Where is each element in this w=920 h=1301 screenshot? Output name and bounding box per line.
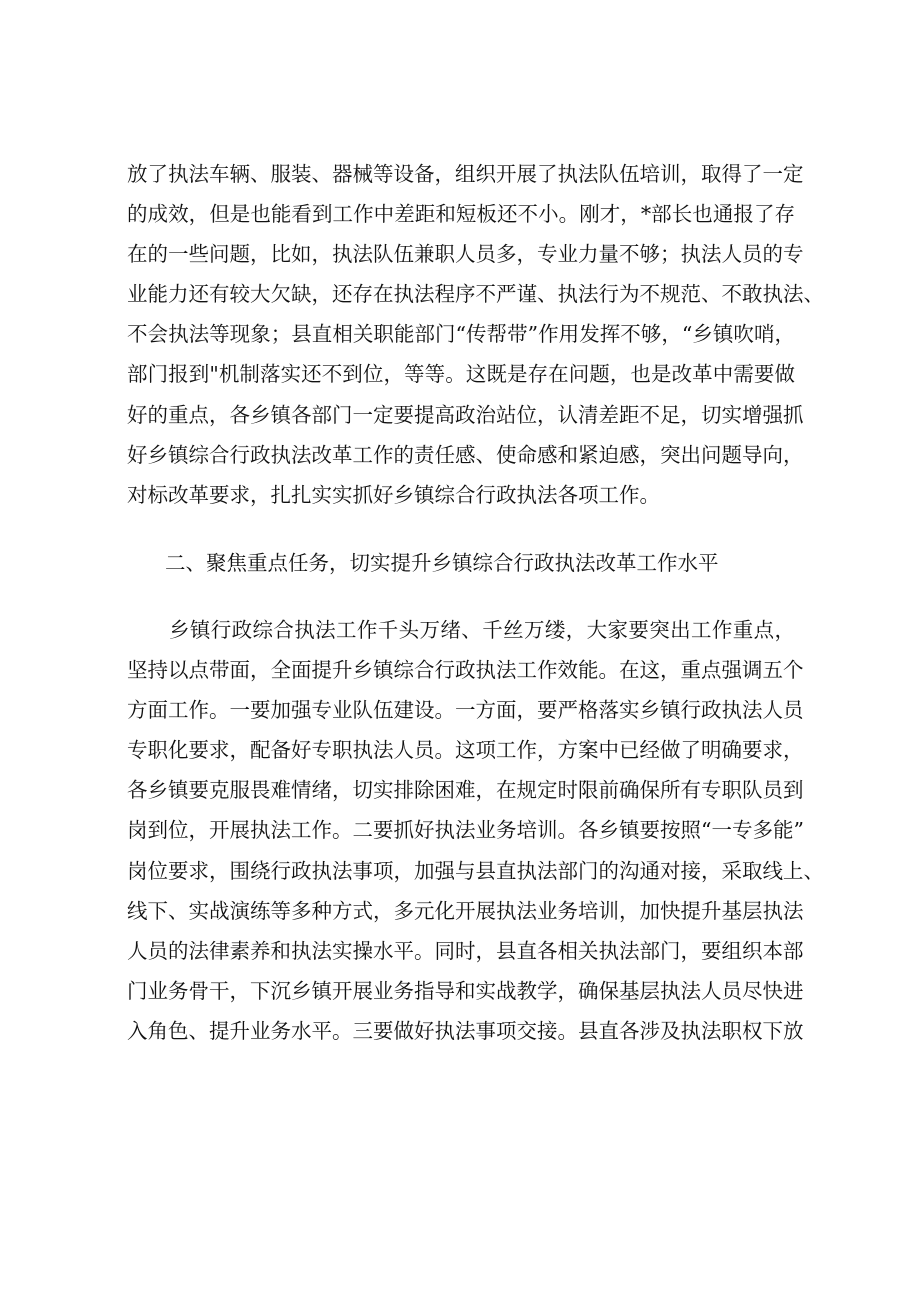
paragraph-spacing (127, 583, 795, 610)
paragraph-main (127, 610, 824, 1051)
text-line: 不会执法等现象；县直相关职能部门“传帮带”作用发挥不够，“乡镇吹哨， (127, 322, 795, 347)
text-line: 部门报到"机制落实还不到位，等等。这既是存在问题，也是改革中需要做 (127, 362, 795, 387)
text-line: 业能力还有较大欠缺，还存在执法程序不严谨、执法行为不规范、不敢执法、 (127, 282, 824, 307)
text-line: 方面工作。一要加强专业队伍建设。一方面，要严格落实乡镇行政执法人员 (127, 698, 804, 723)
text-line: 放了执法车辆、服装、器械等设备，组织开展了执法队伍培训，取得了一定 (127, 162, 804, 186)
text-line: 专职化要求，配备好专职执法人员。这项工作，方案中已经做了明确要求， (127, 738, 804, 763)
text-line: 入角色、提升业务水平。三要做好执法事项交接。县直各涉及执法职权下放 (127, 1018, 804, 1043)
paragraph-spacing (127, 515, 795, 543)
text-line: 各乡镇要克服畏难情绪，切实排除困难，在规定时限前确保所有专职队员到 (127, 778, 804, 803)
text-line: 的成效，但是也能看到工作中差距和短板还不小。刚才，*部长也通报了存 (127, 202, 795, 227)
text-line: 坚持以点带面，全面提升乡镇综合行政执法工作效能。在这，重点强调五个 (127, 658, 804, 683)
text-line: 乡镇行政综合执法工作千头万绪、千丝万缕，大家要突出工作重点， (169, 617, 795, 642)
document-body (127, 154, 824, 1051)
text-line: 人员的法律素养和执法实操水平。同时，县直各相关执法部门，要组织本部 (127, 938, 804, 963)
text-line: 好乡镇综合行政执法改革工作的责任感、使命感和紧迫感，突出问题导向， (127, 442, 804, 467)
section-heading-text: 二、聚焦重点任务，切实提升乡镇综合行政执法改革工作水平 (165, 550, 719, 575)
paragraph-continuation (127, 154, 824, 515)
text-line: 对标改革要求，扎扎实实抓好乡镇综合行政执法各项工作。 (127, 482, 660, 507)
text-line: 岗到位，开展执法工作。二要抓好执法业务培训。各乡镇要按照“一专多能” (127, 818, 804, 843)
section-heading (127, 543, 795, 583)
text-line: 门业务骨干，下沉乡镇开展业务指导和实战教学，确保基层执法人员尽快进 (127, 978, 804, 1003)
text-line: 在的一些问题，比如，执法队伍兼职人员多，专业力量不够；执法人员的专 (127, 242, 804, 267)
text-line: 好的重点，各乡镇各部门一定要提高政治站位，认清差距不足，切实增强抓 (127, 402, 804, 427)
text-line: 岗位要求，围绕行政执法事项，加强与县直执法部门的沟通对接，采取线上、 (127, 858, 824, 883)
text-line: 线下、实战演练等多种方式，多元化开展执法业务培训，加快提升基层执法 (127, 898, 804, 923)
